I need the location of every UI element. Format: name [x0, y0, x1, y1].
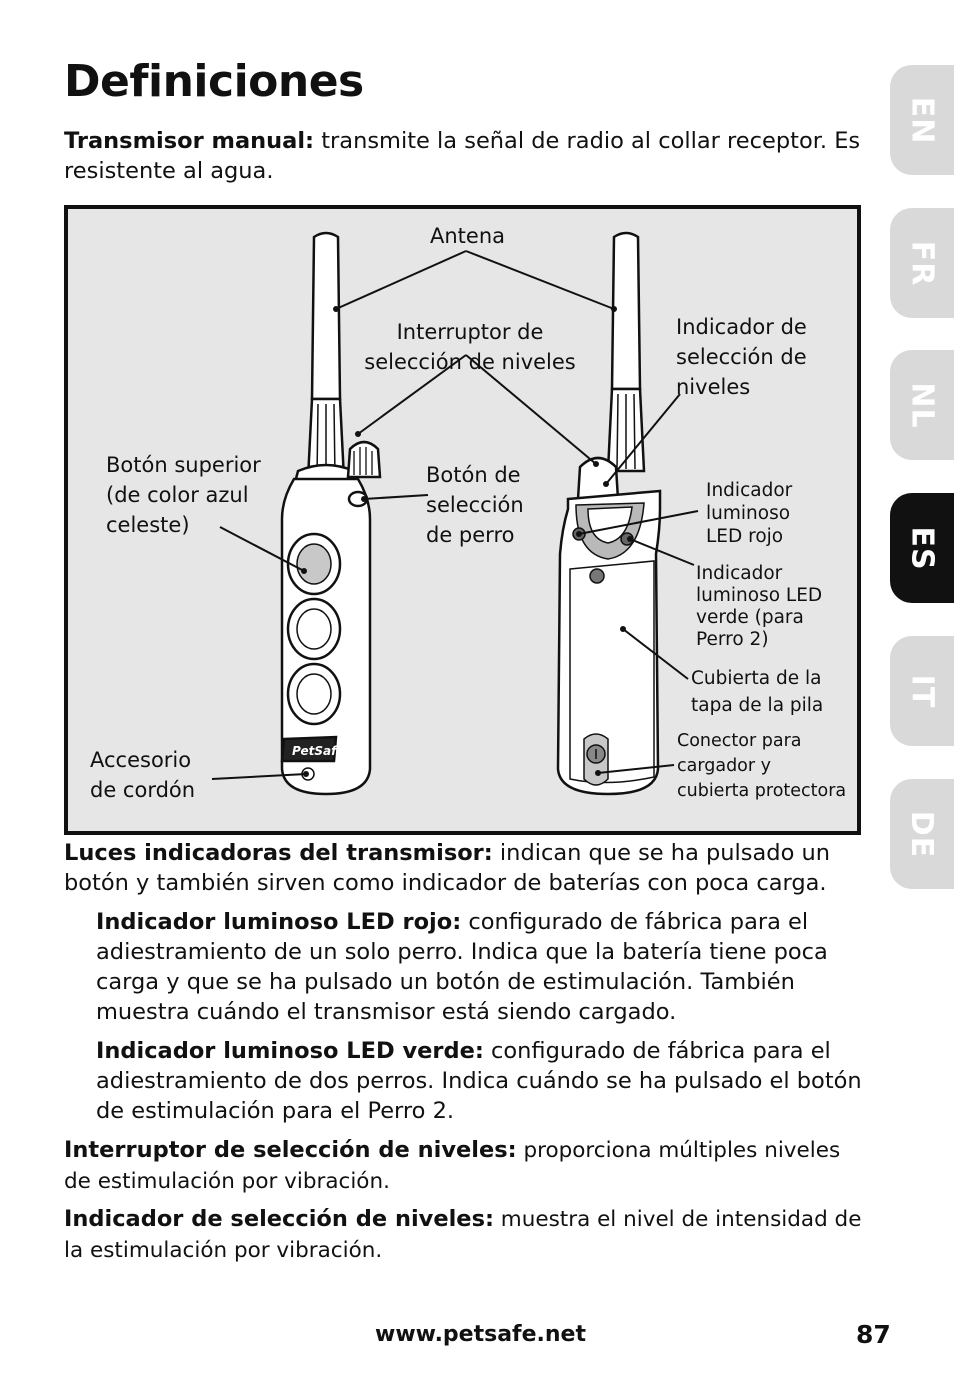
language-tab-nl[interactable]: NL — [890, 350, 954, 460]
transmitter-figure — [64, 205, 861, 835]
label-led-verde: Indicador luminoso LED verde (para Perro 2) — [696, 563, 823, 650]
language-tab-es[interactable]: ES — [890, 493, 954, 603]
label-indicador-niveles: Indicador de selección de niveles — [676, 315, 807, 399]
label-led-rojo: Indicador luminoso LED rojo — [706, 480, 793, 547]
language-tab-fr[interactable]: FR — [890, 208, 954, 318]
label-interruptor: Interruptor de selección de niveles — [364, 320, 576, 374]
label-accesorio: Accesorio de cordón — [90, 748, 196, 802]
luces-paragraph — [64, 838, 864, 898]
page-title: Definiciones — [64, 56, 364, 107]
indicador-paragraph — [64, 1204, 864, 1266]
led-rojo-text: configurado de fábrica para el adiestramiento de un solo perro. Indica que la batería tiene poca carga y que se ha pulsado un botón de estimulación. También muestra cuándo el transmisor está siendo cargado. — [96, 909, 828, 1025]
interruptor-paragraph — [64, 1135, 864, 1197]
indicador-term: Indicador de selección de niveles: — [64, 1206, 494, 1232]
luces-text: indican que se ha pulsado un botón y también sirven como indicador de baterías con poca carga. — [64, 840, 831, 896]
intro-term: Transmisor manual: — [64, 128, 315, 154]
interruptor-text: proporciona múltiples niveles de estimulación por vibración. — [64, 1138, 841, 1194]
led-rojo-term: Indicador luminoso LED rojo: — [96, 909, 462, 935]
language-tab-it[interactable]: IT — [890, 636, 954, 746]
led-verde-paragraph — [96, 1036, 866, 1126]
led-rojo-paragraph — [96, 907, 866, 1027]
footer-url[interactable]: www.petsafe.net — [375, 1322, 586, 1347]
page-number: 87 — [856, 1320, 891, 1349]
label-cubierta: Cubierta de la tapa de la pila — [691, 668, 824, 716]
language-tab-de[interactable]: DE — [890, 779, 954, 889]
indicador-text: muestra el nivel de intensidad de la estimulación por vibración. — [64, 1207, 862, 1263]
led-verde-term: Indicador luminoso LED verde: — [96, 1038, 484, 1064]
intro-text: transmite la señal de radio al collar receptor. Es resistente al agua. — [64, 128, 861, 184]
intro-paragraph — [64, 126, 864, 186]
language-tab-en[interactable]: EN — [890, 65, 954, 175]
led-verde-text: configurado de fábrica para el adiestramiento de dos perros. Indica cuándo se ha pulsado el botón de estimulación para el Perro 2. — [96, 1038, 862, 1124]
brand-logo: PetSafe — [292, 744, 345, 758]
luces-term: Luces indicadoras del transmisor: — [64, 840, 493, 866]
label-boton-perro: Botón de selección de perro — [426, 463, 524, 547]
label-boton-superior: Botón superior (de color azul celeste) — [106, 453, 261, 537]
interruptor-term: Interruptor de selección de niveles: — [64, 1137, 517, 1163]
label-antena: Antena — [430, 224, 506, 248]
label-conector: Conector para cargador y cubierta protectora — [677, 731, 847, 801]
